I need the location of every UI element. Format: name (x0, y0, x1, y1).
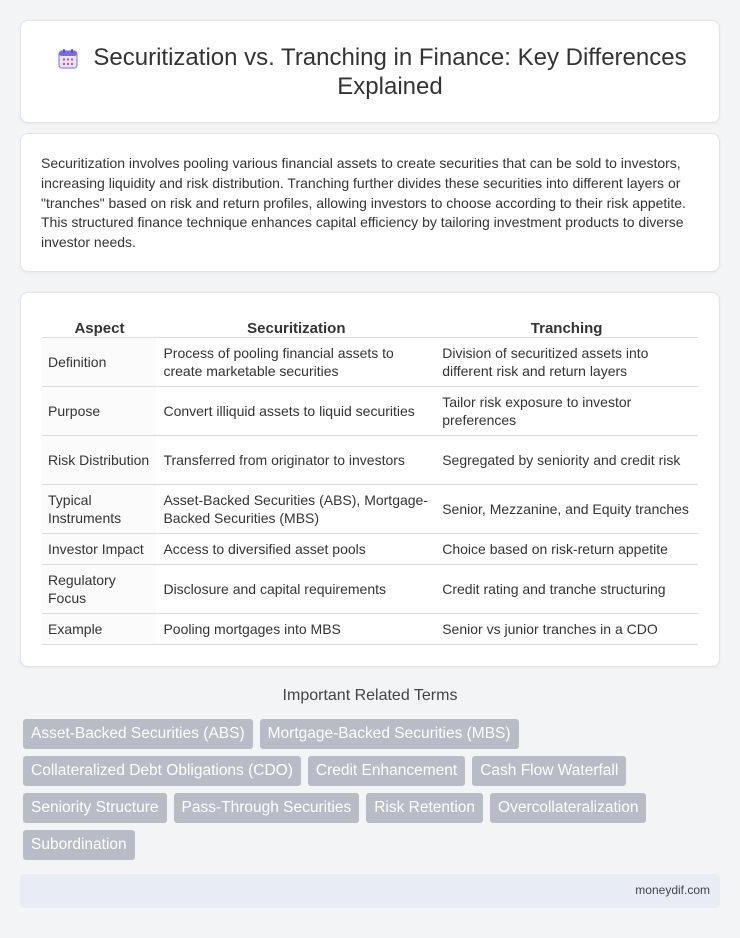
table-row (42, 386, 698, 435)
securitization-cell: Asset-Backed Securities (ABS), Mortgage-Backed Securities (MBS) (157, 484, 436, 533)
tranching-cell: Segregated by seniority and credit risk (436, 435, 698, 484)
table-row (42, 337, 698, 386)
tranching-cell: Tailor risk exposure to investor preferences (436, 386, 698, 435)
table-row (42, 435, 698, 484)
tag-cash-flow-waterfall[interactable]: Cash Flow Waterfall (472, 756, 626, 786)
tag-cdo[interactable]: Collateralized Debt Obligations (CDO) (23, 756, 301, 786)
tranching-cell: Senior, Mezzanine, and Equity tranches (436, 484, 698, 533)
table-row (42, 484, 698, 533)
tag-seniority-structure[interactable]: Seniority Structure (23, 793, 167, 823)
footer (20, 874, 720, 908)
related-terms-title: Important Related Terms (282, 687, 458, 704)
column-header-securitization: Securitization (157, 315, 436, 337)
securitization-cell: Transferred from originator to investors (157, 435, 436, 484)
table-row (42, 613, 698, 644)
securitization-cell: Convert illiquid assets to liquid securities (157, 386, 436, 435)
securitization-cell: Access to diversified asset pools (157, 533, 436, 564)
title-card (20, 20, 720, 123)
comparison-table-card (20, 292, 720, 667)
tranching-cell: Senior vs junior tranches in a CDO (436, 613, 698, 644)
aspect-cell: Investor Impact (42, 533, 157, 564)
footer-site-link[interactable]: moneydif.com (635, 883, 710, 897)
tranching-cell: Choice based on risk-return appetite (436, 533, 698, 564)
aspect-cell: Purpose (42, 386, 157, 435)
tag-mbs[interactable]: Mortgage-Backed Securities (MBS) (260, 719, 519, 749)
comparison-table (42, 315, 698, 645)
aspect-cell: Example (42, 613, 157, 644)
aspect-cell: Risk Distribution (42, 435, 157, 484)
tag-risk-retention[interactable]: Risk Retention (366, 793, 483, 823)
tag-subordination[interactable]: Subordination (23, 830, 135, 860)
securitization-cell: Pooling mortgages into MBS (157, 613, 436, 644)
tag-overcollateralization[interactable]: Overcollateralization (490, 793, 646, 823)
column-header-aspect: Aspect (42, 315, 157, 337)
securitization-cell: Disclosure and capital requirements (157, 564, 436, 613)
intro-card (20, 133, 720, 272)
tranching-cell: Credit rating and tranche structuring (436, 564, 698, 613)
calendar-icon (56, 47, 80, 71)
related-terms-tags (23, 719, 723, 860)
table-row (42, 533, 698, 564)
tag-credit-enhancement[interactable]: Credit Enhancement (308, 756, 465, 786)
tranching-cell: Division of securitized assets into different risk and return layers (436, 337, 698, 386)
tag-abs[interactable]: Asset-Backed Securities (ABS) (23, 719, 253, 749)
intro-paragraph: Securitization involves pooling various financial assets to create securities that can be sold to investors, increasing liquidity and risk distribution. Tranching further divides these securities into different layers or "tranches" based on risk and return profiles, allowing investors to choose according to their risk appetite. This structured finance technique enhances capital efficiency by tailoring investment products to diverse investor needs. (41, 155, 686, 251)
aspect-cell: Definition (42, 337, 157, 386)
table-row (42, 564, 698, 613)
column-header-tranching: Tranching (436, 315, 698, 337)
aspect-cell: Regulatory Focus (42, 564, 157, 613)
tag-pass-through-securities[interactable]: Pass-Through Securities (174, 793, 360, 823)
securitization-cell: Process of pooling financial assets to create marketable securities (157, 337, 436, 386)
table-header-row (42, 315, 698, 337)
page-title: Securitization vs. Tranching in Finance: Key Differences Explained (93, 44, 687, 100)
aspect-cell: Typical Instruments (42, 484, 157, 533)
